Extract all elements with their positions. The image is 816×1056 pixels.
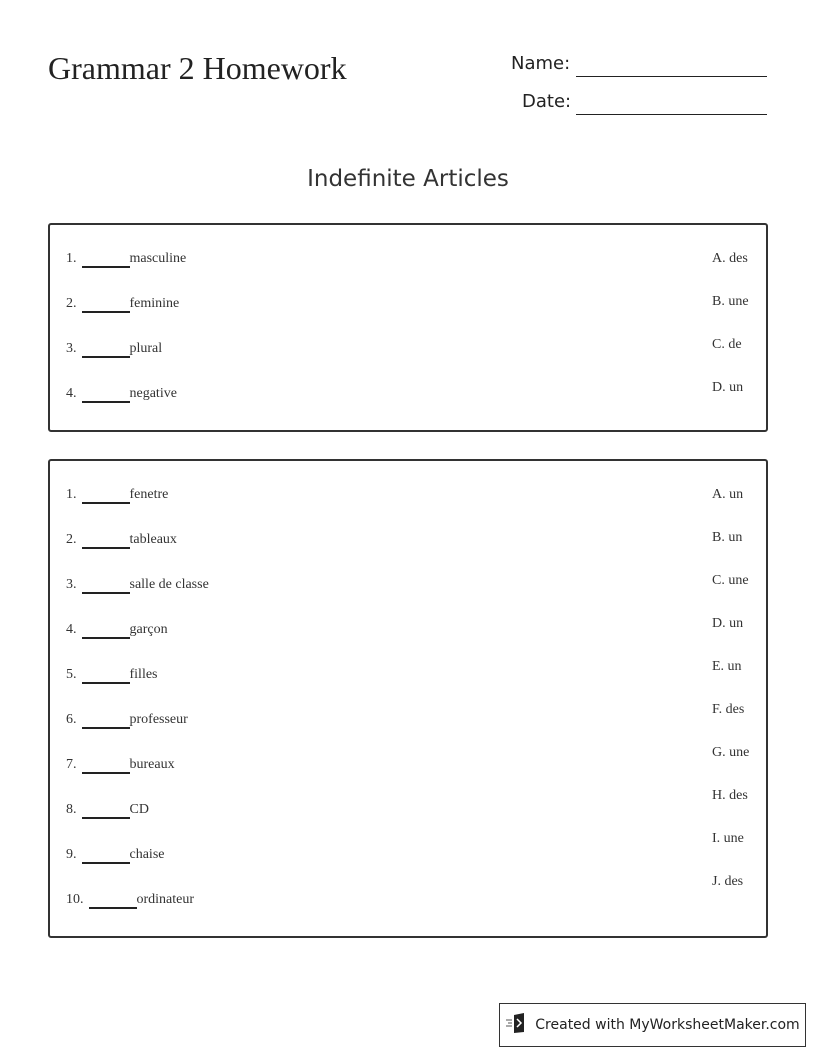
answer-choice: E. un [712,659,742,674]
question-number: 7. [66,757,77,772]
answer-choice: A. des [712,251,748,266]
answer-choice: J. des [712,874,744,889]
answer-choice: A. un [712,487,744,502]
question-number: 9. [66,847,77,862]
question-item [66,712,188,729]
answer-choice: D. un [712,616,744,631]
answer-choice: B. un [712,530,743,545]
question-item [66,802,149,819]
question-number: 6. [66,712,77,727]
question-text: plural [129,341,163,356]
footer-text: Created with MyWorksheetMaker.com [535,1017,800,1033]
answer-blank[interactable] [82,578,130,594]
question-item [66,341,162,358]
question-number: 4. [66,386,77,401]
question-item [66,757,175,774]
question-text: masculine [129,251,187,266]
answer-blank[interactable] [82,252,130,268]
question-item [66,296,179,313]
question-item [66,487,168,504]
question-number: 4. [66,622,77,637]
answer-blank[interactable] [82,758,130,774]
answer-blank[interactable] [82,803,130,819]
question-item [66,532,177,549]
matching-box-2 [48,459,768,938]
question-item [66,892,194,909]
question-text: tableaux [129,532,177,547]
answer-blank[interactable] [82,387,130,403]
answer-blank[interactable] [82,297,130,313]
question-item [66,251,186,268]
answer-choice: F. des [712,702,745,717]
answer-choice: I. une [712,831,744,846]
date-field-line[interactable] [576,114,767,115]
name-label: Name: [511,53,571,74]
answer-choice: C. une [712,573,749,588]
question-item [66,386,177,403]
answer-blank[interactable] [82,488,130,504]
answer-choice: D. un [712,380,744,395]
question-text: chaise [129,847,165,862]
answer-blank[interactable] [82,623,130,639]
answer-blank[interactable] [82,848,130,864]
answer-choice: C. de [712,337,742,352]
question-number: 3. [66,577,77,592]
answer-blank[interactable] [82,533,130,549]
section-subtitle: Indefinite Articles [307,166,509,192]
question-number: 3. [66,341,77,356]
question-number: 2. [66,296,77,311]
name-field-line[interactable] [576,76,767,77]
worksheet-logo-icon [505,1012,529,1038]
question-text: bureaux [129,757,175,772]
question-item [66,667,158,684]
answer-blank[interactable] [82,342,130,358]
question-text: professeur [129,712,188,727]
question-number: 8. [66,802,77,817]
footer-credit[interactable] [499,1003,806,1047]
question-number: 10. [66,892,84,907]
question-text: filles [129,667,158,682]
question-text: negative [129,386,177,401]
question-text: ordinateur [136,892,195,907]
question-number: 1. [66,487,77,502]
question-item [66,847,164,864]
answer-blank[interactable] [82,668,130,684]
question-number: 1. [66,251,77,266]
question-text: salle de classe [129,577,209,592]
date-label: Date: [522,91,572,112]
question-text: feminine [129,296,180,311]
question-text: CD [129,802,149,817]
question-item [66,622,168,639]
worksheet-title: Grammar 2 Homework [48,50,347,86]
question-item [66,577,209,594]
answer-choice: G. une [712,745,750,760]
answer-blank[interactable] [89,893,137,909]
question-number: 2. [66,532,77,547]
answer-choice: H. des [712,788,748,803]
answer-choice: B. une [712,294,749,309]
question-text: fenetre [129,487,169,502]
question-number: 5. [66,667,77,682]
question-text: garçon [129,622,168,637]
matching-box-1 [48,223,768,432]
answer-blank[interactable] [82,713,130,729]
